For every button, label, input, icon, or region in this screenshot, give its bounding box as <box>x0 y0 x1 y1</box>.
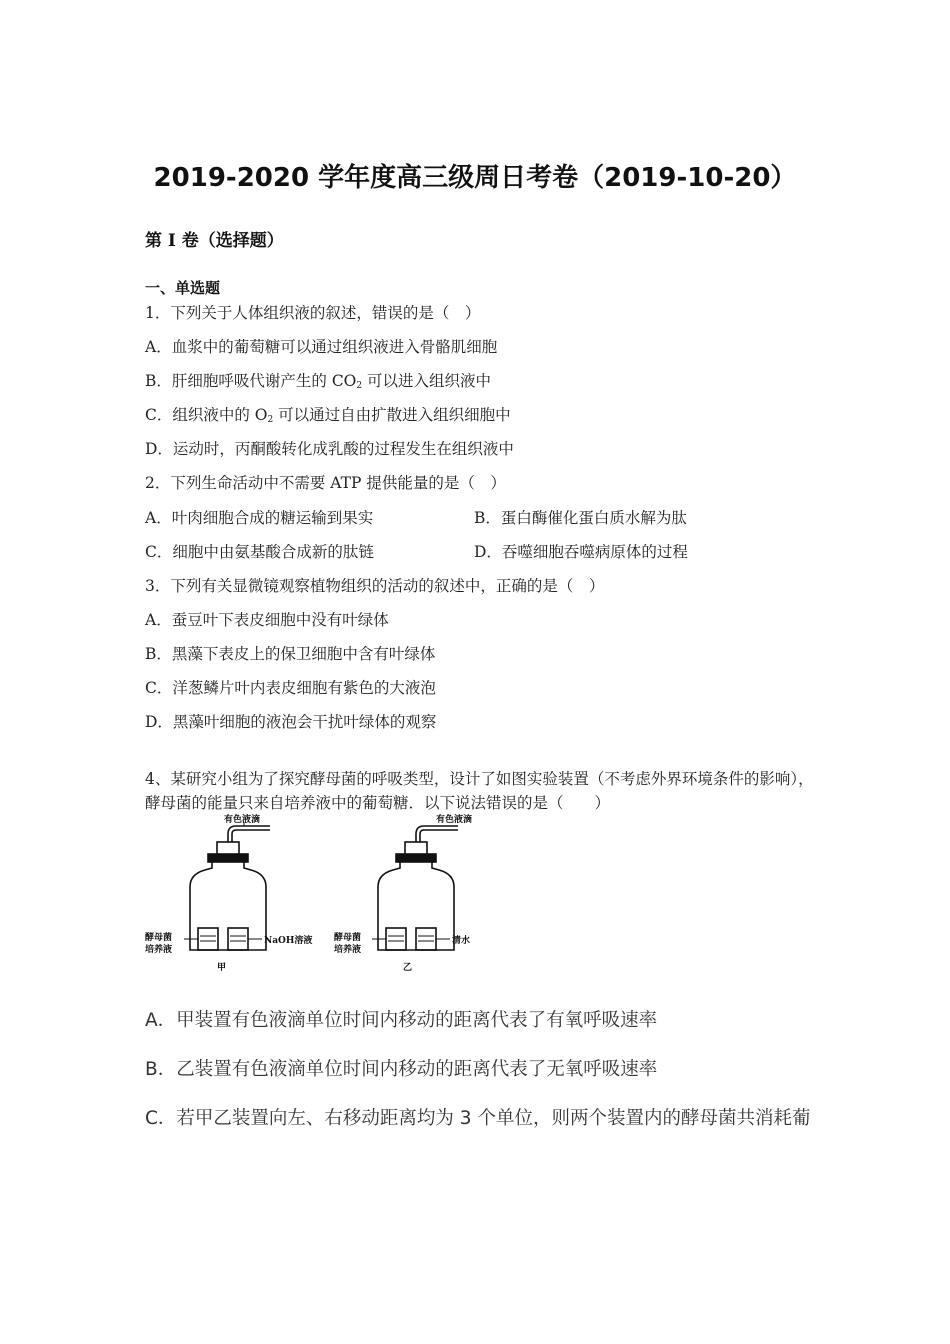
experiment-apparatus-figure <box>140 812 500 977</box>
label-yeast-yi-2: 培养液 <box>334 945 362 955</box>
q1-stem: 1．下列关于人体组织液的叙述，错误的是（ ） <box>145 304 481 322</box>
q1-option-c: C．组织液中的 $O_2$ 可以通过自由扩散进入组织细胞中 <box>145 406 511 425</box>
label-yi: 乙 <box>403 963 413 973</box>
q4-option-b: B．乙装置有色液滴单位时间内移动的距离代表了无氧呼吸速率 <box>145 1059 658 1080</box>
q3-option-a: A．蚕豆叶下表皮细胞中没有叶绿体 <box>145 611 389 629</box>
q2-option-b: B．蛋白酶催化蛋白质水解为肽 <box>474 509 687 527</box>
q2-option-c: C．细胞中由氨基酸合成新的肽链 <box>145 543 374 561</box>
q3-option-b: B．黑藻下表皮上的保卫细胞中含有叶绿体 <box>145 645 436 663</box>
q3-stem: 3．下列有关显微镜观察植物组织的活动的叙述中，正确的是（ ） <box>145 577 605 595</box>
label-yeast-jia-2: 培养液 <box>145 945 173 955</box>
q1-option-d: D．运动时，丙酮酸转化成乳酸的过程发生在组织液中 <box>145 440 514 458</box>
label-naoh: NaOH溶液 <box>264 936 313 946</box>
q2-option-a: A．叶肉细胞合成的糖运输到果实 <box>145 509 374 527</box>
label-yeast-yi-1: 酵母菌 <box>334 933 362 943</box>
q2-stem: 2．下列生命活动中不需要 ATP 提供能量的是（ ） <box>145 474 506 492</box>
section-heading: 一、单选题 <box>145 279 221 297</box>
q1-option-a: A．血浆中的葡萄糖可以通过组织液进入骨骼肌细胞 <box>145 338 498 356</box>
label-drop-yi: 有色液滴 <box>436 815 473 825</box>
q3-option-c: C．洋葱鳞片叶内表皮细胞有紫色的大液泡 <box>145 679 436 697</box>
q4-option-a: A．甲装置有色液滴单位时间内移动的距离代表了有氧呼吸速率 <box>145 1010 658 1031</box>
volume-heading: 第 I 卷（选择题） <box>145 231 284 251</box>
q4-option-c: C．若甲乙装置向左、右移动距离均为 3 个单位，则两个装置内的酵母菌共消耗葡 <box>145 1108 811 1129</box>
label-yeast-jia-1: 酵母菌 <box>145 933 173 943</box>
label-drop-jia: 有色液滴 <box>224 815 261 825</box>
label-water: 清水 <box>452 936 471 946</box>
q2-option-d: D．吞噬细胞吞噬病原体的过程 <box>474 543 688 561</box>
q3-option-d: D．黑藻叶细胞的液泡会干扰叶绿体的观察 <box>145 713 437 731</box>
q1-option-b: B．肝细胞呼吸代谢产生的 $CO_2$ 可以进入组织液中 <box>145 372 492 391</box>
label-jia: 甲 <box>217 963 227 973</box>
q4-stem: 4、某研究小组为了探究酵母菌的呼吸类型，设计了如图实验装置（不考虑外界环境条件的影响），酵母菌的能量只来自培养液中的葡萄糖．以下说法错误的是（ ） <box>145 770 814 812</box>
exam-title: 2019-2020 学年度高三级周日考卷（2019-10-20） <box>153 163 797 193</box>
